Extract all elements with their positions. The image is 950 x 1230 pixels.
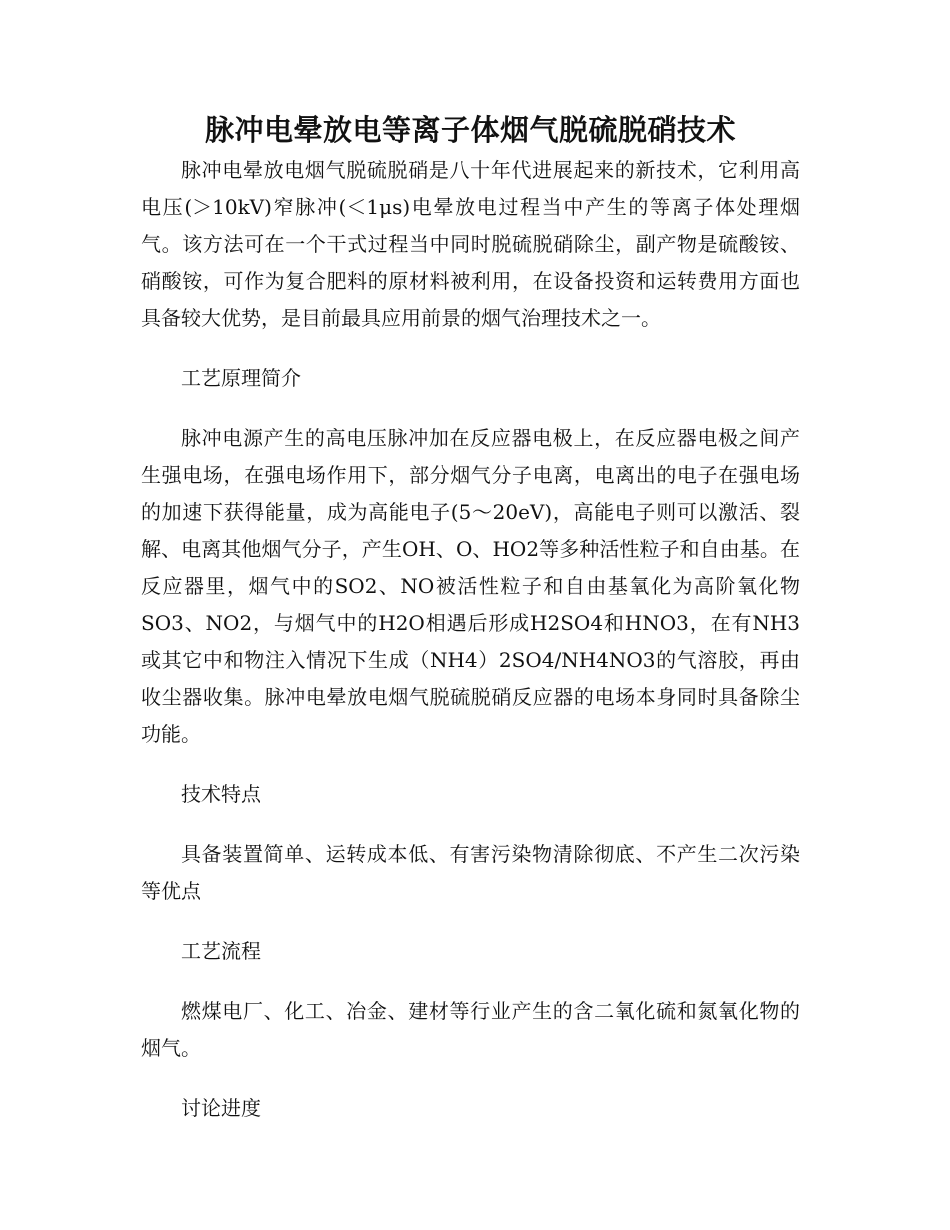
spacer xyxy=(141,337,800,360)
intro-paragraph: 脉冲电晕放电烟气脱硫脱硝是八十年代进展起来的新技术，它利用高电压(＞10kV)窄脉冲(＜1μs)电晕放电过程当中产生的等离子体处理烟气。该方法可在一个干式过程当中同时脱硫脱硝除尘，副产物是硫酸铵、硝酸铵，可作为复合肥料的原材料被利用，在设备投资和运转费用方面也具备较大优势，是目前最具应用前景的烟气治理技术之一。 xyxy=(141,158,800,330)
section-body-process: 燃煤电厂、化工、冶金、建材等行业产生的含二氧化硫和氮氧化物的烟气。 xyxy=(141,999,800,1060)
spacer xyxy=(141,910,800,933)
spacer xyxy=(141,753,800,776)
section-body-principle: 脉冲电源产生的高电压脉冲加在反应器电极上，在反应器电极之间产生强电场，在强电场作用下，部分烟气分子电离，电离出的电子在强电场的加速下获得能量，成为高能电子(5～20eV)，高能电子则可以激活、裂解、电离其他烟气分子，产生OH、O、HO2等多种活性粒子和自由基。在反应器里，烟气中的SO2、NO被活性粒子和自由基氧化为高阶氧化物SO3、NO2，与烟气中的H2O相遇后形成H2SO4和HNO3，在有NH3或其它中和物注入情况下生成（NH4）2SO4/NH4NO3的气溶胶，再由收尘器收集。脉冲电晕放电烟气脱硫脱硝反应器的电场本身同时具备除尘功能。 xyxy=(141,426,800,746)
section-heading-principle: 工艺原理简介 xyxy=(181,366,301,390)
spacer xyxy=(141,1067,800,1090)
section-heading-features: 技术特点 xyxy=(181,782,261,806)
spacer xyxy=(141,397,800,420)
spacer xyxy=(141,813,800,836)
spacer xyxy=(141,970,800,993)
section-heading-progress: 讨论进度 xyxy=(181,1096,261,1120)
document-title: 脉冲电晕放电等离子体烟气脱硫脱硝技术 xyxy=(204,113,736,147)
section-heading-process: 工艺流程 xyxy=(181,939,261,963)
section-body-features: 具备装置简单、运转成本低、有害污染物清除彻底、不产生二次污染等优点 xyxy=(141,842,800,903)
